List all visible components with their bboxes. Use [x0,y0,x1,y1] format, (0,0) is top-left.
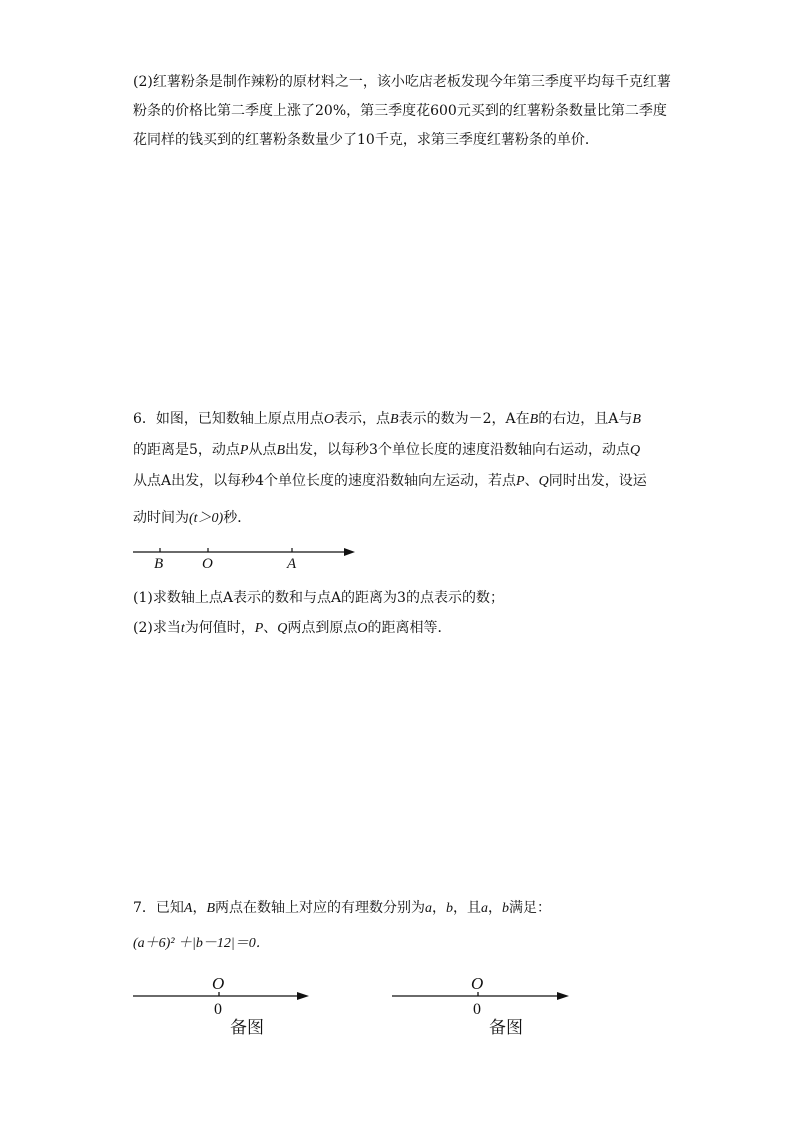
q7-line1: 7．已知A，B两点在数轴上对应的有理数分别为a，b，且a，b满足： [133,900,552,916]
part2-line3: 花同样的钱买到的红薯粉条数量少了10千克，求第三季度红薯粉条的单价． [133,132,599,148]
q6-line1: 6．如图，已知数轴上原点用点O表示，点B表示的数为－2，A在B的右边，且A与B [133,411,641,427]
axis1-zero: 0 [214,1001,222,1018]
axis-label-B: B [154,556,164,572]
axis2-caption: 备图 [489,1018,523,1038]
part2-line1: (2)红薯粉条是制作辣粉的原材料之一，该小吃店老板发现今年第三季度平均每千克红薯 [133,74,671,90]
axis2-label-O: O [471,974,484,993]
q6-line4: 动时间为(t＞0)秒． [133,510,252,526]
axis2-zero: 0 [473,1001,481,1018]
q6-sub2: (2)求当t为何值时，P、Q两点到原点O的距离相等． [133,620,452,636]
axis-label-A: A [287,556,297,572]
axis1-label-O: O [212,974,225,993]
q7-formula: (a＋6)² ＋|b－12|＝0． [133,936,270,951]
axis-label-O: O [202,556,213,572]
q6-line2: 的距离是5，动点P从点B出发，以每秒3个单位长度的速度沿数轴向右运动，动点Q [133,442,641,458]
part2-line2: 粉条的价格比第二季度上涨了20%，第三季度花600元买到的红薯粉条数量比第二季度 [133,103,667,119]
q6-sub1: (1)求数轴上点A表示的数和与点A的距离为3的点表示的数； [133,590,504,606]
q6-line3: 从点A出发，以每秒4个单位长度的速度沿数轴向左运动，若点P、Q同时出发，设运 [133,473,647,489]
axis1-caption: 备图 [230,1018,264,1038]
